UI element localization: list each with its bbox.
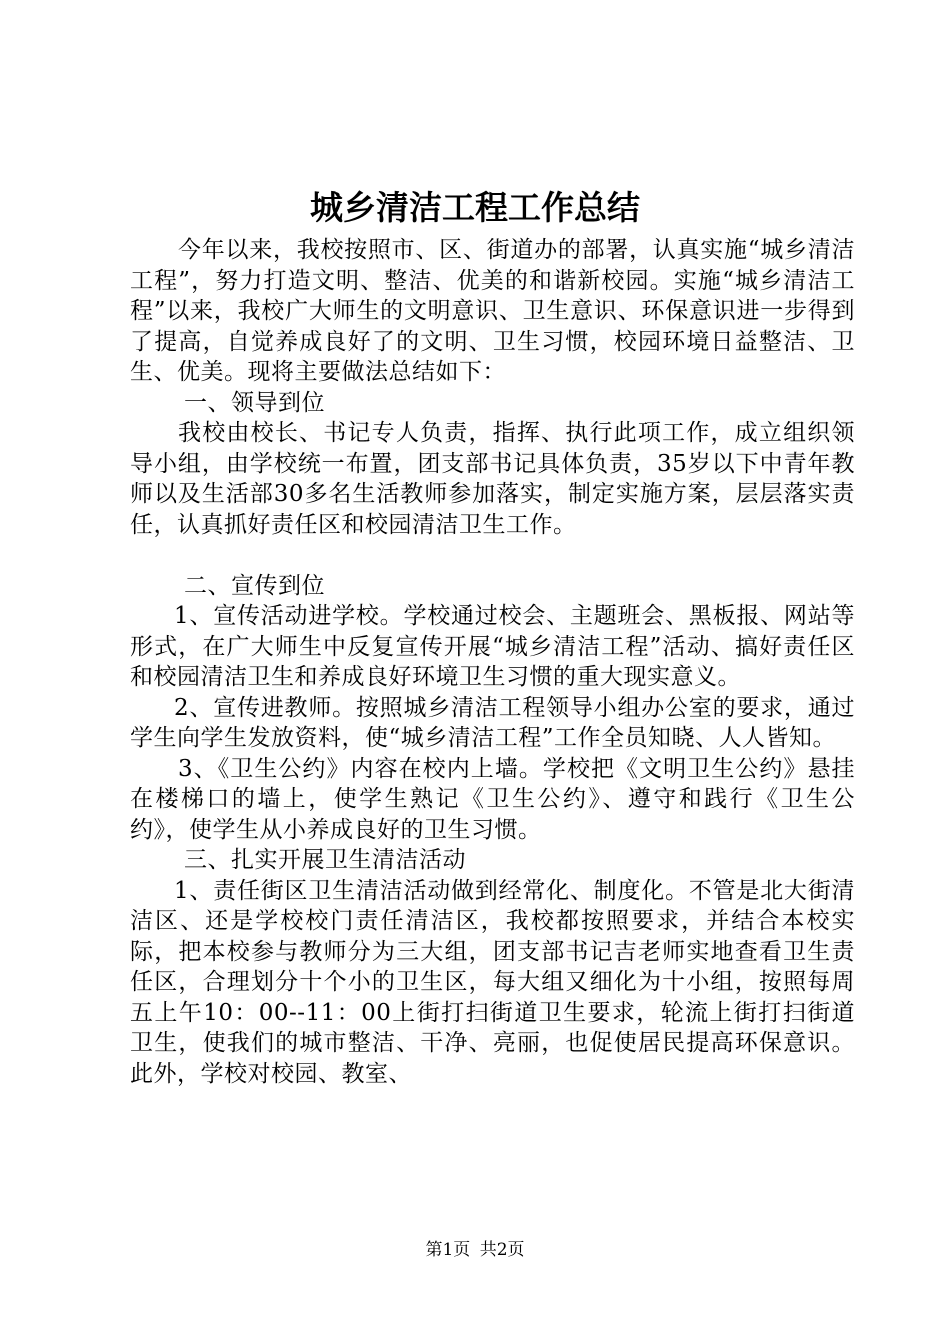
section-publicity-paragraph-3: 3、《卫生公约》内容在校内上墙。学校把《文明卫生公约》悬挂在楼梯口的墙上，使学生熟记《卫生公约》、遵守和践行《卫生公约》，使学生从小养成良好的卫生习惯。 [130,755,855,843]
section-publicity-paragraph-2: 2、宣传进教师。按照城乡清洁工程领导小组办公室的要求，通过学生向学生发放资料，使“城乡清洁工程”工作全员知晓、人人皆知。 [130,694,855,751]
section-publicity-paragraph-1: 1、宣传活动进学校。学校通过校会、主题班会、黑板报、网站等形式，在广大师生中反复宣传开展“城乡清洁工程”活动、搞好责任区和校园清洁卫生和养成良好环境卫生习惯的重大现实意义。 [130,603,855,690]
section-heading-publicity: 二、宣传到位 [184,572,325,599]
page-footer [0,1238,950,1262]
page-number: 第1页 [425,1240,471,1260]
blank-line [130,540,855,571]
intro-paragraph: 今年以来，我校按照市、区、街道办的部署，认真实施“城乡清洁工程”，努力打造文明、整洁、优美的和谐新校园。实施“城乡清洁工程”以来，我校广大师生的文明意识、卫生意识、环保意识进一步得到了提高，自觉养成良好了的文明、卫生习惯，校园环境日益整洁、卫生、优美。现将主要做法总结如下： [130,237,855,385]
section-leadership-paragraph: 我校由校长、书记专人负责，指挥、执行此项工作，成立组织领导小组，由学校统一布置，团支部书记具体负责，35岁以下中青年教师以及生活部30多名生活教师参加落实，制定实施方案，层层落实责任，认真抓好责任区和校园清洁卫生工作。 [130,420,855,538]
section-heading-leadership: 一、领导到位 [184,389,325,416]
document-body [130,235,855,1089]
document-title: 城乡清洁工程工作总结 [310,188,640,227]
section-heading-cleaning: 三、扎实开展卫生清洁活动 [184,847,466,873]
section-cleaning-paragraph-1: 1、责任街区卫生清洁活动做到经常化、制度化。不管是北大街清洁区、还是学校校门责任清洁区，我校都按照要求，并结合本校实际，把本校参与教师分为三大组，团支部书记吉老师实地查看卫生责任区，合理划分十个小的卫生区，每大组又细化为十小组，按照每周五上午10：00--11：00上街打扫街道卫生要求，轮流上街打扫街道卫生，使我们的城市整洁、干净、亮丽，也促使居民提高环保意识。此外，学校对校园、教室、 [130,877,855,1087]
page-total: 共2页 [479,1240,525,1260]
